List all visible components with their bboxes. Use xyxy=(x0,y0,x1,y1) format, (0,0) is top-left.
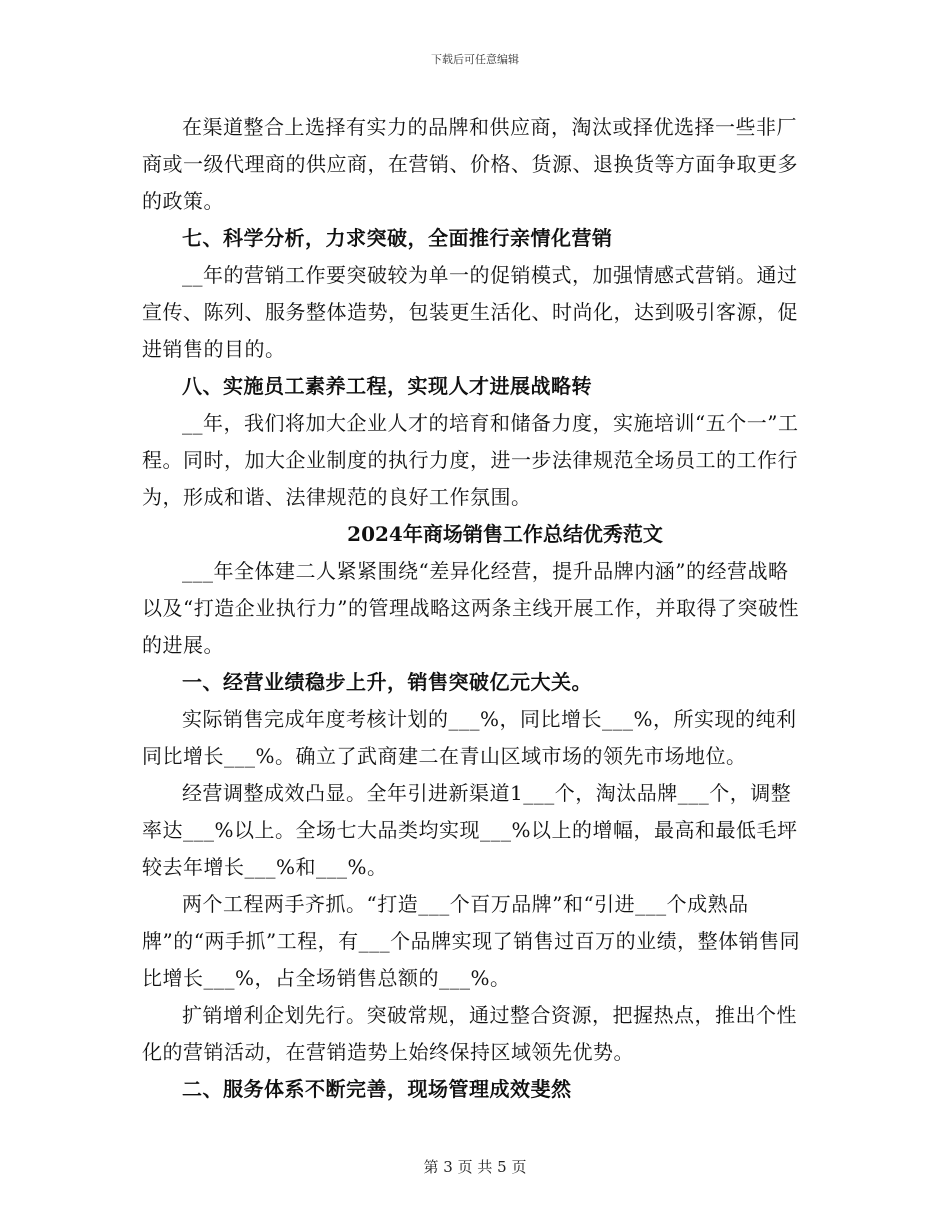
paragraph: __年的营销工作要突破较为单一的促销模式，加强情感式营销。通过宣传、陈列、服务整体造势，包装更生活化、时尚化，达到吸引客源，促进销售的目的。 xyxy=(142,263,798,361)
paragraph: 两个工程两手齐抓。“打造___个百万品牌”和“引进___个成熟品牌”的“两手抓”工程，有___个品牌实现了销售过百万的业绩，整体销售同比增长___%，占全场销售总额的___%。 xyxy=(142,892,801,990)
page-header: 下载后可任意编辑 xyxy=(431,53,519,66)
section-heading: 二、服务体系不断完善，现场管理成效斐然 xyxy=(182,1077,572,1101)
page-footer: 第 3 页 共 5 页 xyxy=(423,1158,527,1176)
section-heading: 一、经营业绩稳步上升，销售突破亿元大关。 xyxy=(182,670,592,694)
paragraph: ___年全体建二人紧紧围绕“差异化经营，提升品牌内涵”的经营战略以及“打造企业执行力”的管理战略这两条主线开展工作，并取得了突破性的进展。 xyxy=(142,559,799,657)
article-title: 2024年商场销售工作总结优秀范文 xyxy=(347,522,663,546)
document-body xyxy=(142,109,808,1108)
paragraph: 实际销售完成年度考核计划的___%，同比增长___%，所实现的纯利同比增长___%。确立了武商建二在青山区域市场的领先市场地位。 xyxy=(142,707,797,768)
paragraph: 扩销增利企划先行。突破常规，通过整合资源，把握热点，推出个性化的营销活动，在营销造势上始终保持区域领先优势。 xyxy=(142,1003,797,1064)
section-heading: 八、实施员工素养工程，实现人才进展战略转 xyxy=(182,374,592,398)
paragraph: 在渠道整合上选择有实力的品牌和供应商，淘汰或择优选择一些非厂商或一级代理商的供应商，在营销、价格、货源、退换货等方面争取更多的政策。 xyxy=(142,115,798,213)
paragraph: __年，我们将加大企业人才的培育和储备力度，实施培训“五个一”工程。同时，加大企业制度的执行力度，进一步法律规范全场员工的工作行为，形成和谐、法律规范的良好工作氛围。 xyxy=(142,411,799,509)
section-heading: 七、科学分析，力求突破，全面推行亲情化营销 xyxy=(182,226,613,250)
paragraph: 经营调整成效凸显。全年引进新渠道1___个，淘汰品牌___个，调整率达___%以上。全场七大品类均实现___%以上的增幅，最高和最低毛坪较去年增长___%和___%。 xyxy=(142,781,798,879)
